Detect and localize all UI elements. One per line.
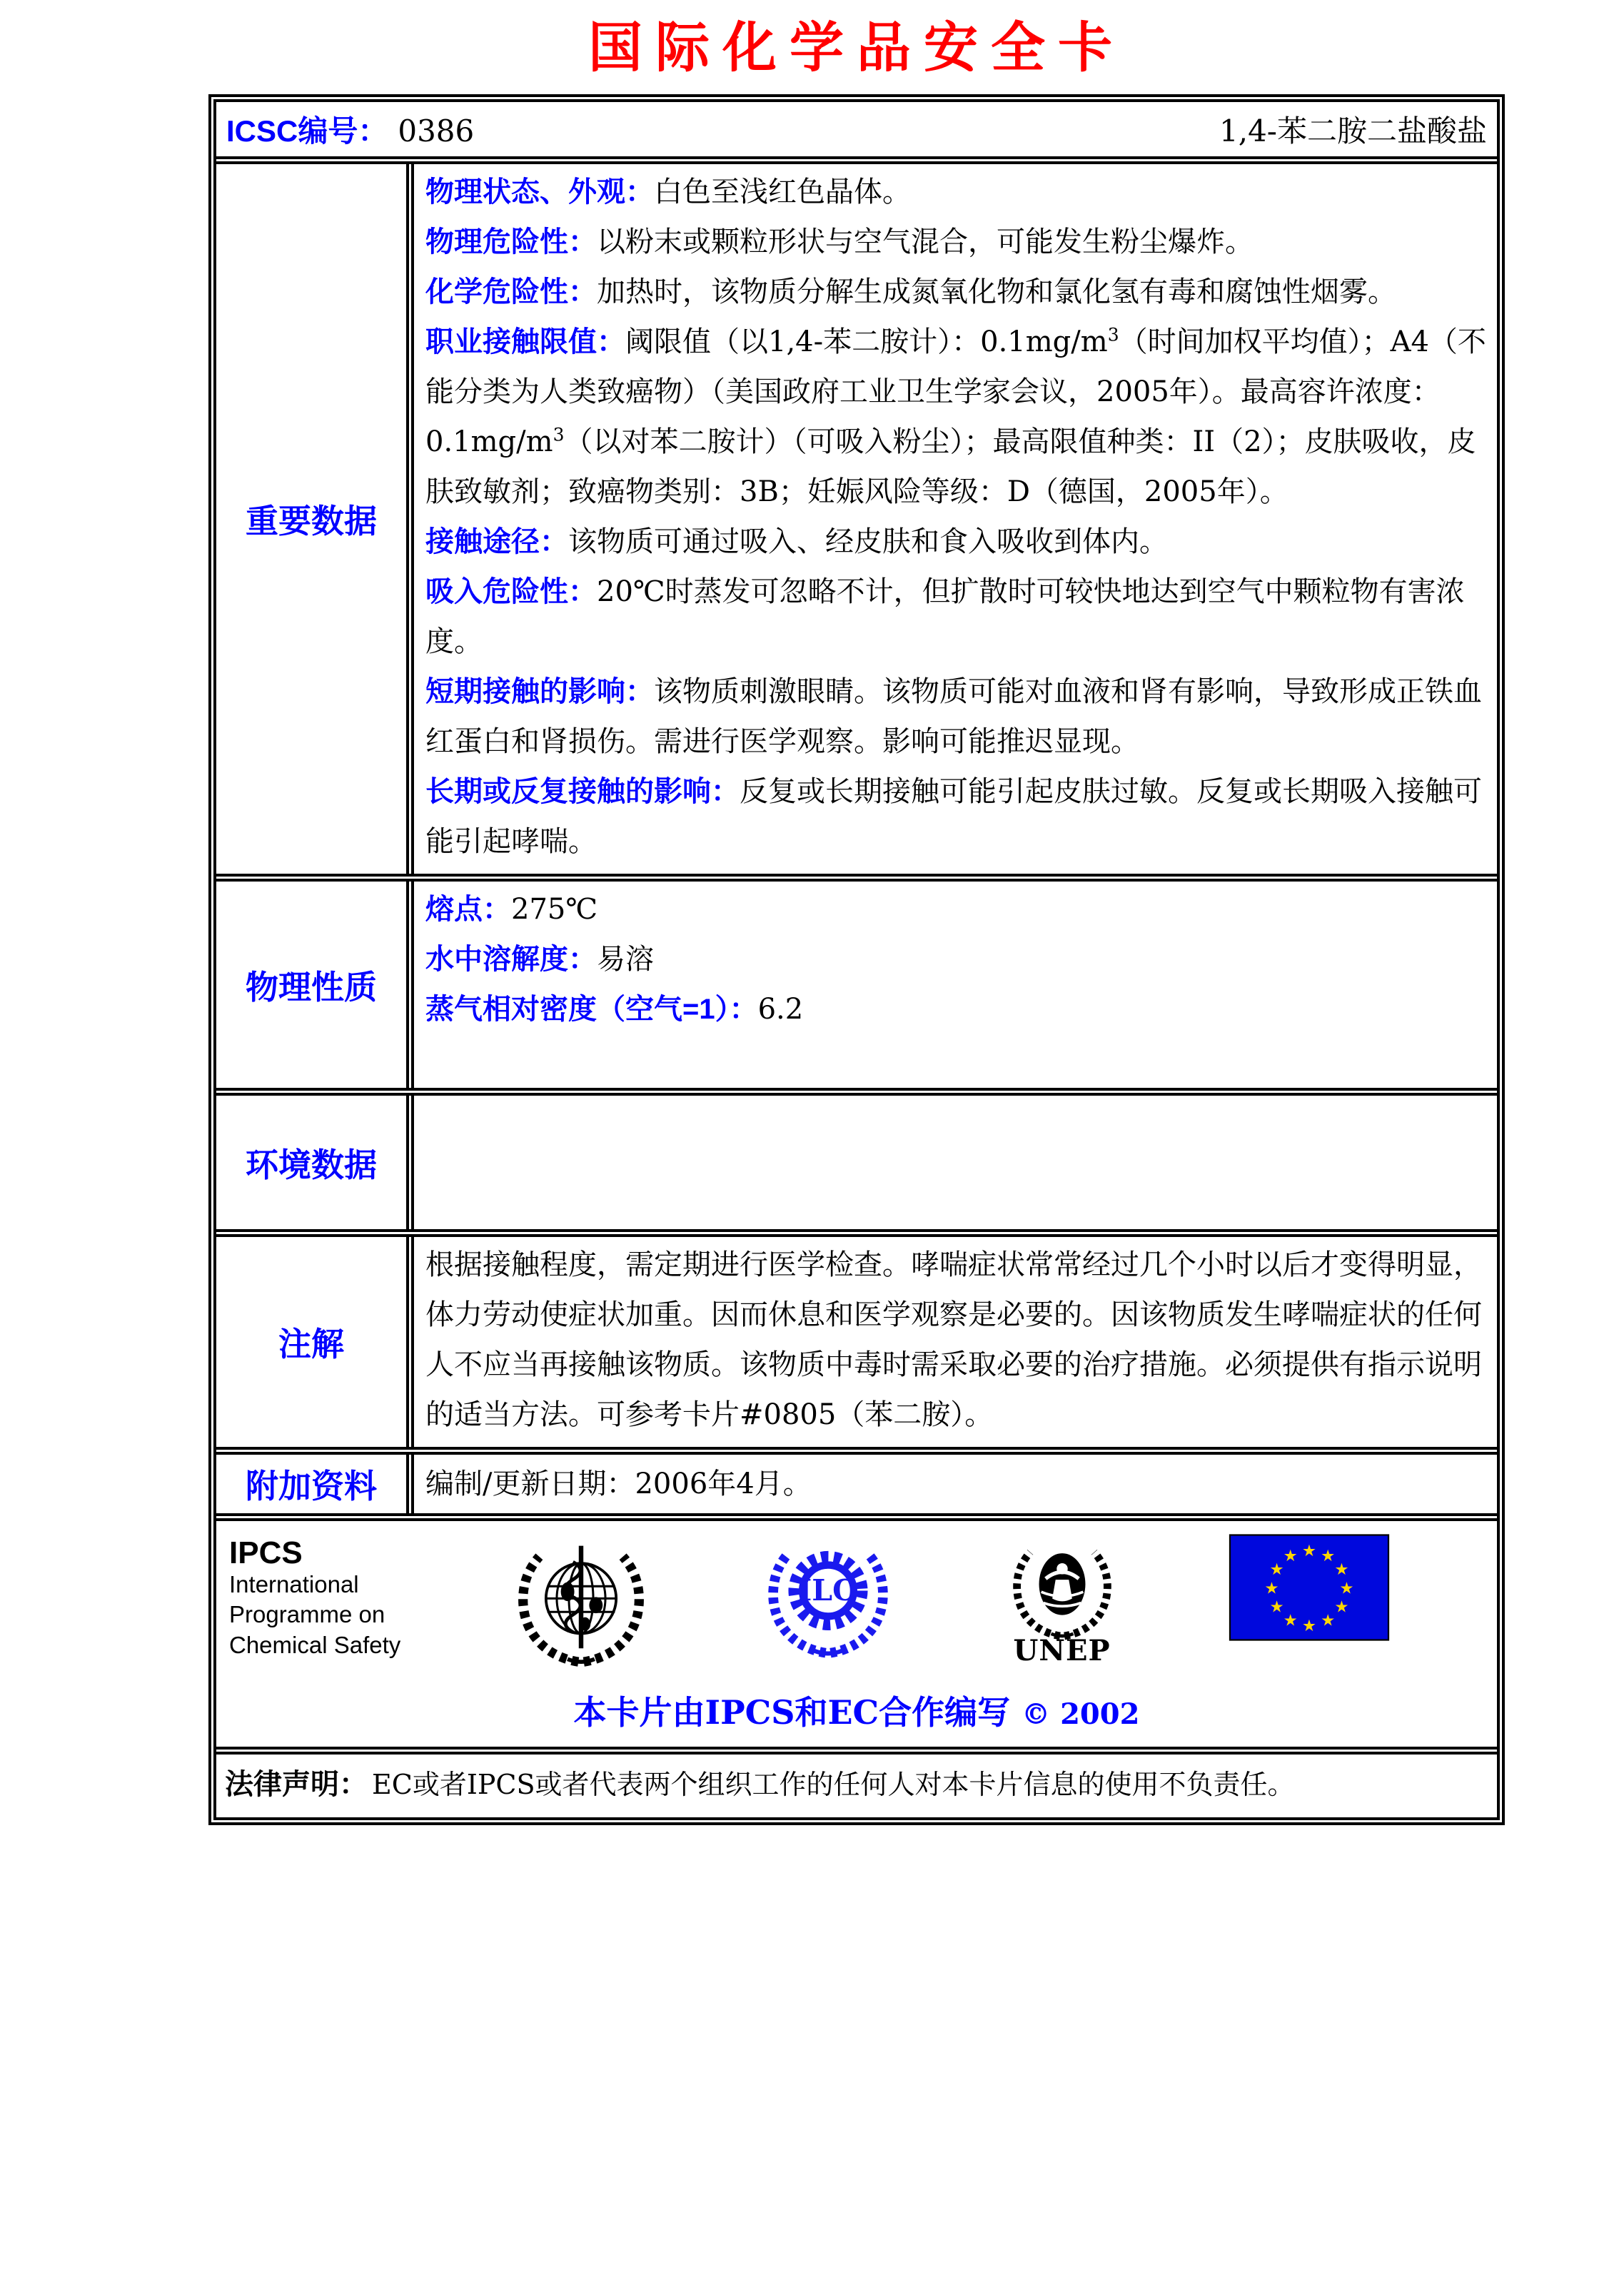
icsc-number-group <box>226 108 474 151</box>
eu-star: ★ <box>1264 1579 1279 1598</box>
ipcs-name: IPCS <box>229 1535 303 1570</box>
section-label-additional: 附加资料 <box>216 1455 414 1513</box>
eu-star: ★ <box>1269 1597 1284 1617</box>
entry-label: 吸入危险性： <box>425 576 597 607</box>
ipcs-line-1: International <box>229 1571 359 1598</box>
icsc-number-value: 0386 <box>398 113 475 148</box>
entry-text: 20℃时蒸发可忽略不计，但扩散时可较快地达到空气中颗粒物有害浓度。 <box>425 575 1465 658</box>
short-term-effects-entry <box>425 667 1487 767</box>
notes-row <box>216 1229 1497 1447</box>
entry-label: 接触途径： <box>425 526 568 557</box>
eu-star: ★ <box>1334 1560 1349 1579</box>
eu-star: ★ <box>1321 1546 1336 1565</box>
eu-flag-icon <box>1229 1534 1390 1641</box>
logos-row <box>216 1513 1497 1747</box>
water-solubility-entry <box>425 934 1487 984</box>
eu-star: ★ <box>1321 1611 1336 1630</box>
legal-notice-label: 法律声明： <box>225 1769 368 1800</box>
vapor-density-entry <box>425 984 1487 1034</box>
ipcs-line-3: Chemical Safety <box>229 1631 401 1658</box>
entry-text: 6.2 <box>757 993 804 1026</box>
entry-label: 物理状态、外观： <box>425 176 654 208</box>
entry-text: 加热时，该物质分解生成氮氧化物和氯化氢有毒和腐蚀性烟雾。 <box>597 276 1396 308</box>
entry-label: 短期接触的影响： <box>425 676 654 707</box>
inhalation-risk-entry <box>425 567 1487 667</box>
unep-wordmark: UNEP <box>1013 1634 1111 1667</box>
section-label-environment: 环境数据 <box>216 1096 414 1229</box>
entry-label: 化学危险性： <box>425 276 597 308</box>
page-title: 国际化学品安全卡 <box>588 18 1125 79</box>
entry-text-part2: （时间加权平均值）；A4（不能分类为人类致癌物）（美国政府工业卫生学家会议，2005年）。最高容许浓度：0.1mg/m <box>425 325 1486 458</box>
entry-label: 长期或反复接触的影响： <box>425 776 740 807</box>
chemical-hazard-entry <box>425 267 1487 317</box>
important-data-row <box>216 156 1497 874</box>
entry-text: 易溶 <box>597 943 654 976</box>
section-label-physical: 物理性质 <box>216 882 414 1088</box>
eu-star: ★ <box>1283 1546 1298 1565</box>
eu-star: ★ <box>1283 1611 1298 1630</box>
physical-properties-content <box>414 882 1497 1088</box>
long-term-effects-entry <box>425 767 1487 867</box>
ilo-logo-icon <box>761 1534 895 1660</box>
notes-content: 根据接触程度，需定期进行医学检查。哮喘症状常常经过几个小时以后才变得明显，体力劳动使症状加重。因而休息和医学观察是必要的。因该物质发生哮喘症状的任何人不应当再接触该物质。该物质中毒时需采取必要的治疗措施。必须提供有指示说明的适当方法。可参考卡片#0805（苯二胺）。 <box>425 1248 1482 1431</box>
icsc-number-label: ICSC编号： <box>226 114 388 148</box>
copyright-text: © 2002 <box>1022 1697 1140 1731</box>
section-label-notes: 注解 <box>216 1237 414 1447</box>
physical-properties-row <box>216 874 1497 1088</box>
eu-star: ★ <box>1334 1597 1349 1617</box>
environmental-data-content <box>414 1096 1497 1229</box>
entry-label: 物理危险性： <box>425 226 597 258</box>
entry-text: 白色至浅红色晶体。 <box>654 176 911 208</box>
entry-label: 熔点： <box>425 894 511 925</box>
important-data-content <box>414 164 1497 874</box>
logos-strip <box>216 1534 1497 1677</box>
caption-text: 本卡片由IPCS和EC合作编写 <box>573 1693 1011 1732</box>
cooperation-caption <box>216 1687 1497 1734</box>
section-label-important: 重要数据 <box>216 164 414 874</box>
entry-text: 275℃ <box>511 893 598 926</box>
entry-label: 蒸气相对密度（空气=1）： <box>425 994 758 1025</box>
chemical-name: 1,4-苯二胺二盐酸盐 <box>1219 113 1487 148</box>
entry-text: 反复或长期接触可能引起皮肤过敏。反复或长期吸入接触可能引起哮喘。 <box>425 775 1482 858</box>
unep-logo-icon <box>1002 1534 1123 1641</box>
eu-star: ★ <box>1339 1579 1354 1598</box>
entry-text: 以粉末或颗粒形状与空气混合，可能发生粉尘爆炸。 <box>597 226 1254 258</box>
ipcs-line-2: Programme on <box>229 1601 385 1628</box>
additional-info-row <box>216 1447 1497 1513</box>
superscript: 3 <box>1107 324 1119 345</box>
physical-hazard-entry <box>425 217 1487 267</box>
entry-label: 职业接触限值： <box>425 326 625 358</box>
legal-notice-row <box>216 1747 1497 1817</box>
physical-state-entry <box>425 167 1487 217</box>
ilo-monogram: ILO <box>798 1572 858 1608</box>
eu-star: ★ <box>1269 1560 1284 1579</box>
icsc-card <box>208 94 1505 1825</box>
who-logo-icon <box>507 1534 655 1671</box>
entry-text-part3: （以对苯二胺计）（可吸入粉尘）；最高限值种类：II（2）；皮肤吸收，皮肤致敏剂；致癌物类别：3B；妊娠风险等级：D（德国，2005年）。 <box>425 425 1476 508</box>
ipcs-text-block <box>229 1534 400 1660</box>
entry-text: 该物质可通过吸入、经皮肤和食入吸收到体内。 <box>568 525 1168 558</box>
additional-info-content: 编制/更新日期：2006年4月。 <box>425 1468 812 1500</box>
melting-point-entry <box>425 884 1487 934</box>
entry-label: 水中溶解度： <box>425 944 597 975</box>
unep-logo-block <box>1002 1534 1123 1665</box>
card-header-row <box>216 102 1497 156</box>
eu-star: ★ <box>1301 1541 1317 1560</box>
legal-notice-text: EC或者IPCS或者代表两个组织工作的任何人对本卡片信息的使用不负责任。 <box>372 1769 1295 1800</box>
entry-text-part1: 阈限值（以1,4-苯二胺计）：0.1mg/m <box>625 325 1108 358</box>
occupational-exposure-limits-entry <box>425 317 1487 517</box>
eu-star: ★ <box>1301 1616 1317 1635</box>
exposure-routes-entry <box>425 517 1487 567</box>
entry-text: 该物质刺激眼睛。该物质可能对血液和肾有影响，导致形成正铁血红蛋白和肾损伤。需进行医学观察。影响可能推迟显现。 <box>425 675 1482 758</box>
environmental-data-row <box>216 1088 1497 1229</box>
superscript: 3 <box>553 424 565 445</box>
